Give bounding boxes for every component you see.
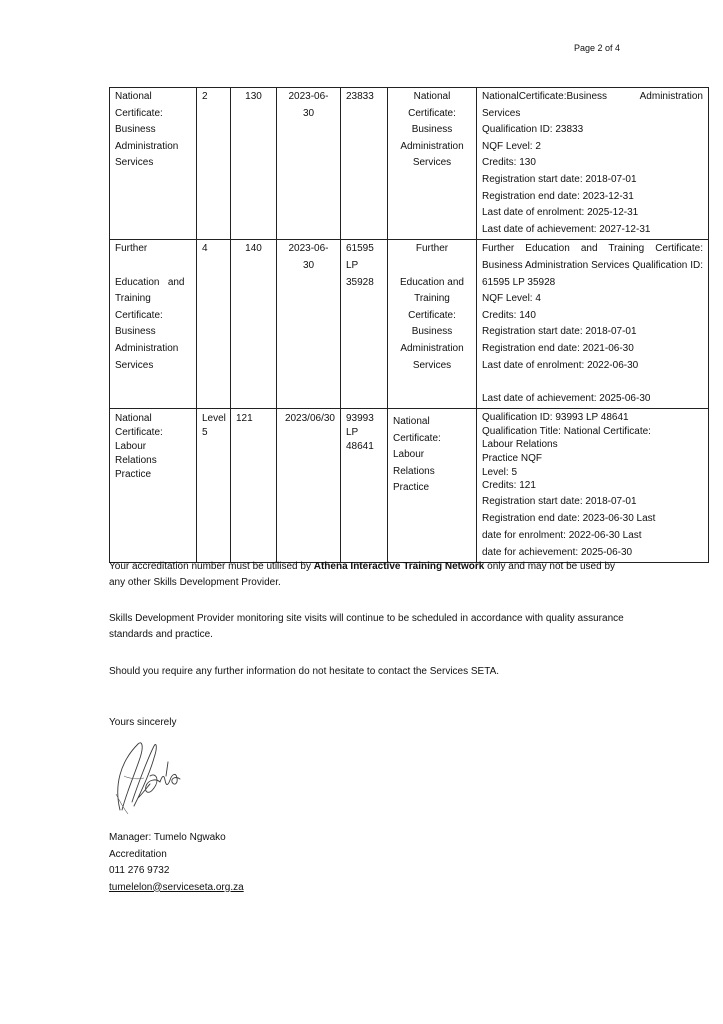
credits-cell: 140 xyxy=(231,240,277,409)
signatory-name: Manager: Tumelo Ngwako xyxy=(109,832,226,843)
nqf-level-cell: 4 xyxy=(197,240,231,409)
credits-cell: 121 xyxy=(231,409,277,563)
qualification-details-cell: Qualification ID: 93993 LP 48641 Qualification Title: National Certificate: Labour Relations Practice NQF Level: 5 Credits: 121 Registration start date: 2018-07-01 Registration end date: 2023-06-30 Last date for enrolment: 2022-06-30 Last date for achievement: 2025-06-30 xyxy=(477,409,709,563)
end-date-cell: 2023-06- 30 xyxy=(277,240,341,409)
closing: Yours sincerely xyxy=(109,717,177,728)
signatory-email-link[interactable]: tumelelon@serviceseta.org.za xyxy=(109,881,244,893)
signature xyxy=(108,736,190,820)
table-row xyxy=(110,409,709,563)
nqf-level-cell: 2 xyxy=(197,88,231,240)
end-date-cell: 2023/06/30 xyxy=(277,409,341,563)
saqa-id-cell: 23833 xyxy=(341,88,388,240)
qualification-title-cell: National Certificate: Labour Relations Practice xyxy=(110,409,197,563)
qualification-title-cell: Further Education and Training Certificate: Business Administration Services xyxy=(110,240,197,409)
qualification-details-cell: NationalCertificate:Business Administration Services Qualification ID: 23833 NQF Level: 2 Credits: 130 Registration start date: 2018-07-01 Registration end date: 2023-12-31 Last date of enrolment: 2025-12-31 Last date of achievement: 2027-12-31 xyxy=(477,88,709,240)
qualification-details-cell: Further Education and Training Certificate: Business Administration Services Qualification ID: 61595 LP 35928 NQF Level: 4 Credits: 140 Registration start date: 2018-07-01 Registration end date: 2021-06-30 Last date of enrolment: 2022-06-30 Last date of achievement: 2025-06-30 xyxy=(477,240,709,409)
contact-notice: Should you require any further information do not hesitate to contact the Services SETA. xyxy=(109,666,500,677)
signatory-phone: 011 276 9732 xyxy=(109,865,170,876)
qualification-name-cell: National Certificate: Labour Relations Practice xyxy=(388,409,477,563)
signatory-block xyxy=(109,830,244,896)
table-row xyxy=(110,240,709,409)
credits-cell: 130 xyxy=(231,88,277,240)
qualification-title-cell: National Certificate: Business Administration Services xyxy=(110,88,197,240)
end-date-cell: 2023-06- 30 xyxy=(277,88,341,240)
monitoring-notice: Skills Development Provider monitoring site visits will continue to be scheduled in accordance with quality assurance standards and practice. xyxy=(109,613,624,640)
page-number: Page 2 of 4 xyxy=(574,43,621,53)
provider-name: Athena Interactive Training Network xyxy=(313,561,485,572)
nqf-level-cell: Level 5 xyxy=(197,409,231,563)
saqa-id-cell: 93993 LP 48641 xyxy=(341,409,388,563)
accreditation-notice: Your accreditation number must be utilised by Athena Interactive Training Network only and may not be used by any other Skills Development Provider. xyxy=(109,561,615,588)
table-row xyxy=(110,88,709,240)
signatory-department: Accreditation xyxy=(109,848,167,860)
qualifications-table xyxy=(109,87,709,563)
saqa-id-cell: 61595 LP 35928 xyxy=(341,240,388,409)
qualification-name-cell: Further Education and Training Certificate: Business Administration Services xyxy=(388,240,477,409)
qualification-name-cell: National Certificate: Business Administration Services xyxy=(388,88,477,240)
